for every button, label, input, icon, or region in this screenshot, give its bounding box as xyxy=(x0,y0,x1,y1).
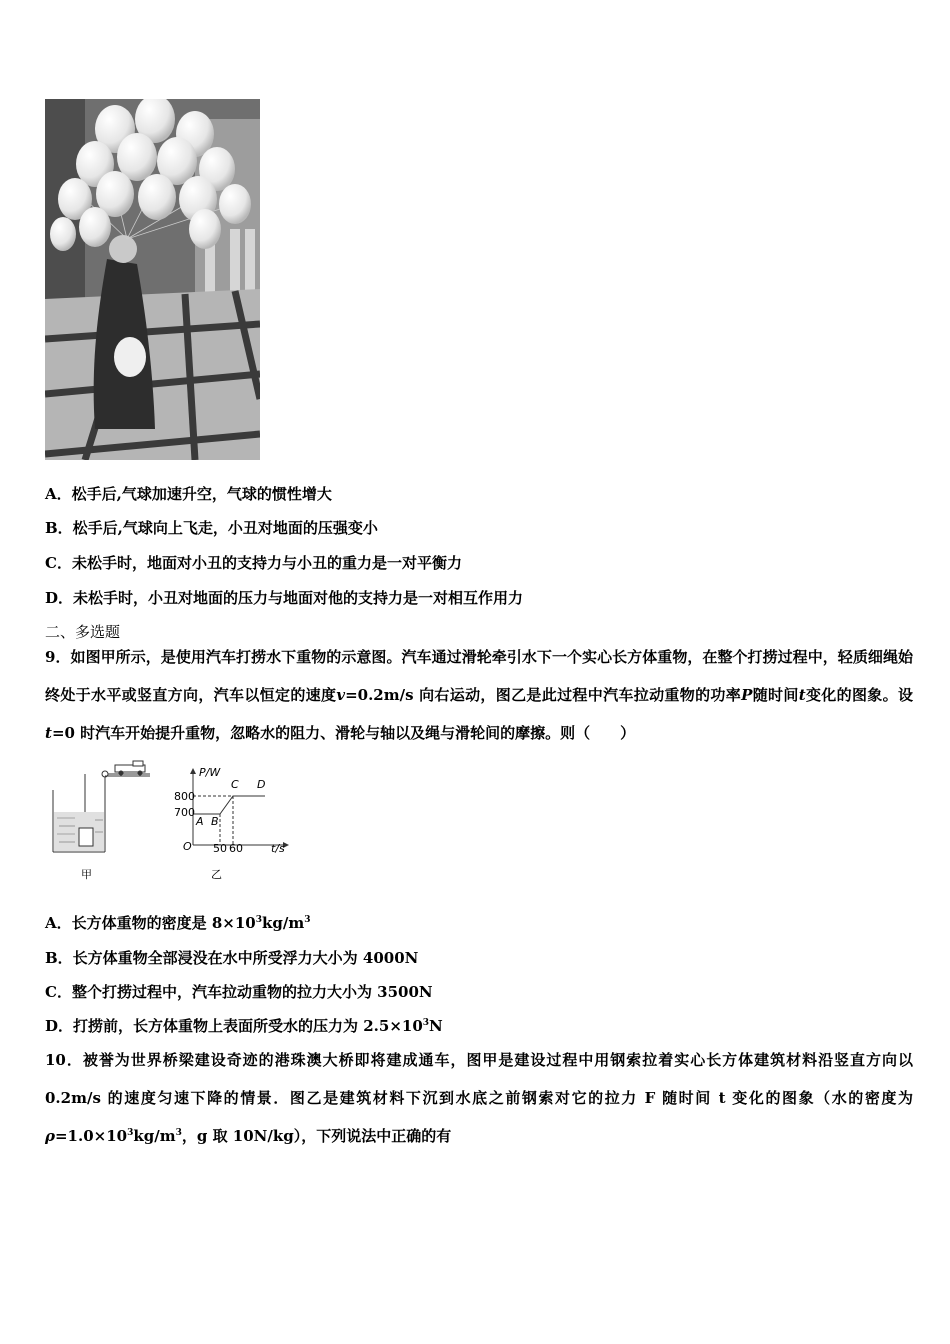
figure-label-jia: 甲 xyxy=(81,868,92,881)
graph-tick-800: 800 xyxy=(174,790,195,803)
q9-option-b: B．长方体重物全部浸没在水中所受浮力大小为 4000N xyxy=(45,949,419,967)
q8-option-d: D．未松手时，小丑对地面的压力与地面对他的支持力是一对相互作用力 xyxy=(45,589,524,607)
q8-option-a: A．松手后,气球加速升空，气球的惯性增大 xyxy=(45,485,332,503)
graph-point-b: B xyxy=(211,815,219,828)
q9-option-d: D．打捞前，长方体重物上表面所受水的压力为 $2.5\times 10^3N$ xyxy=(45,1017,443,1035)
q9-figure xyxy=(45,760,295,885)
q8-option-b: B．松手后,气球向上飞走，小丑对地面的压强变小 xyxy=(45,519,378,537)
question-10: 10．被誉为世界桥梁建设奇迹的港珠澳大桥即将建成通车，图甲是建设过程中用钢索拉着实心长方体建筑材料沿竖直方向以 0.2m/s 的速度匀速下降的情景．图乙是建筑材料下沉到水底之前钢索对它的拉力 F 随时间 t 变化的图象（水的密度为$\rho=1.0\times 10^3kg/m^3$，g 取 10N/kg），下列说法中正确的有 xyxy=(45,1051,913,1145)
section-heading: 二、多选题 xyxy=(45,623,121,641)
graph-y-axis-label: P/W xyxy=(199,766,221,779)
graph-point-d: D xyxy=(257,778,266,791)
graph-tick-50: 50 xyxy=(213,842,227,855)
graph-point-c: C xyxy=(231,778,239,791)
clown-balloons-photo xyxy=(45,99,260,460)
graph-tick-60: 60 xyxy=(229,842,243,855)
q9-option-c: C．整个打捞过程中，汽车拉动重物的拉力大小为 3500N xyxy=(45,983,433,1001)
q8-option-c: C．未松手时，地面对小丑的支持力与小丑的重力是一对平衡力 xyxy=(45,554,462,572)
graph-point-a: A xyxy=(196,815,204,828)
figure-label-yi: 乙 xyxy=(211,868,222,881)
question-9: 9．如图甲所示，是使用汽车打捞水下重物的示意图。汽车通过滑轮牵引水下一个实心长方体重物，在整个打捞过程中，轻质细绳始终处于水平或竖直方向，汽车以恒定的速度v=0.2m/s 向右运动，图乙是此过程中汽车拉动重物的功率P随时间t变化的图象。设t=0 时汽车开始提升重物，忽略水的阻力、滑轮与轴以及绳与滑轮间的摩擦。则（ ） xyxy=(45,648,913,742)
graph-origin: O xyxy=(183,840,192,853)
graph-x-axis-label: t/s xyxy=(271,842,285,855)
graph-tick-700: 700 xyxy=(174,806,195,819)
q9-option-a: A．长方体重物的密度是 $8\times 10^3kg/m^3$ xyxy=(45,914,311,932)
